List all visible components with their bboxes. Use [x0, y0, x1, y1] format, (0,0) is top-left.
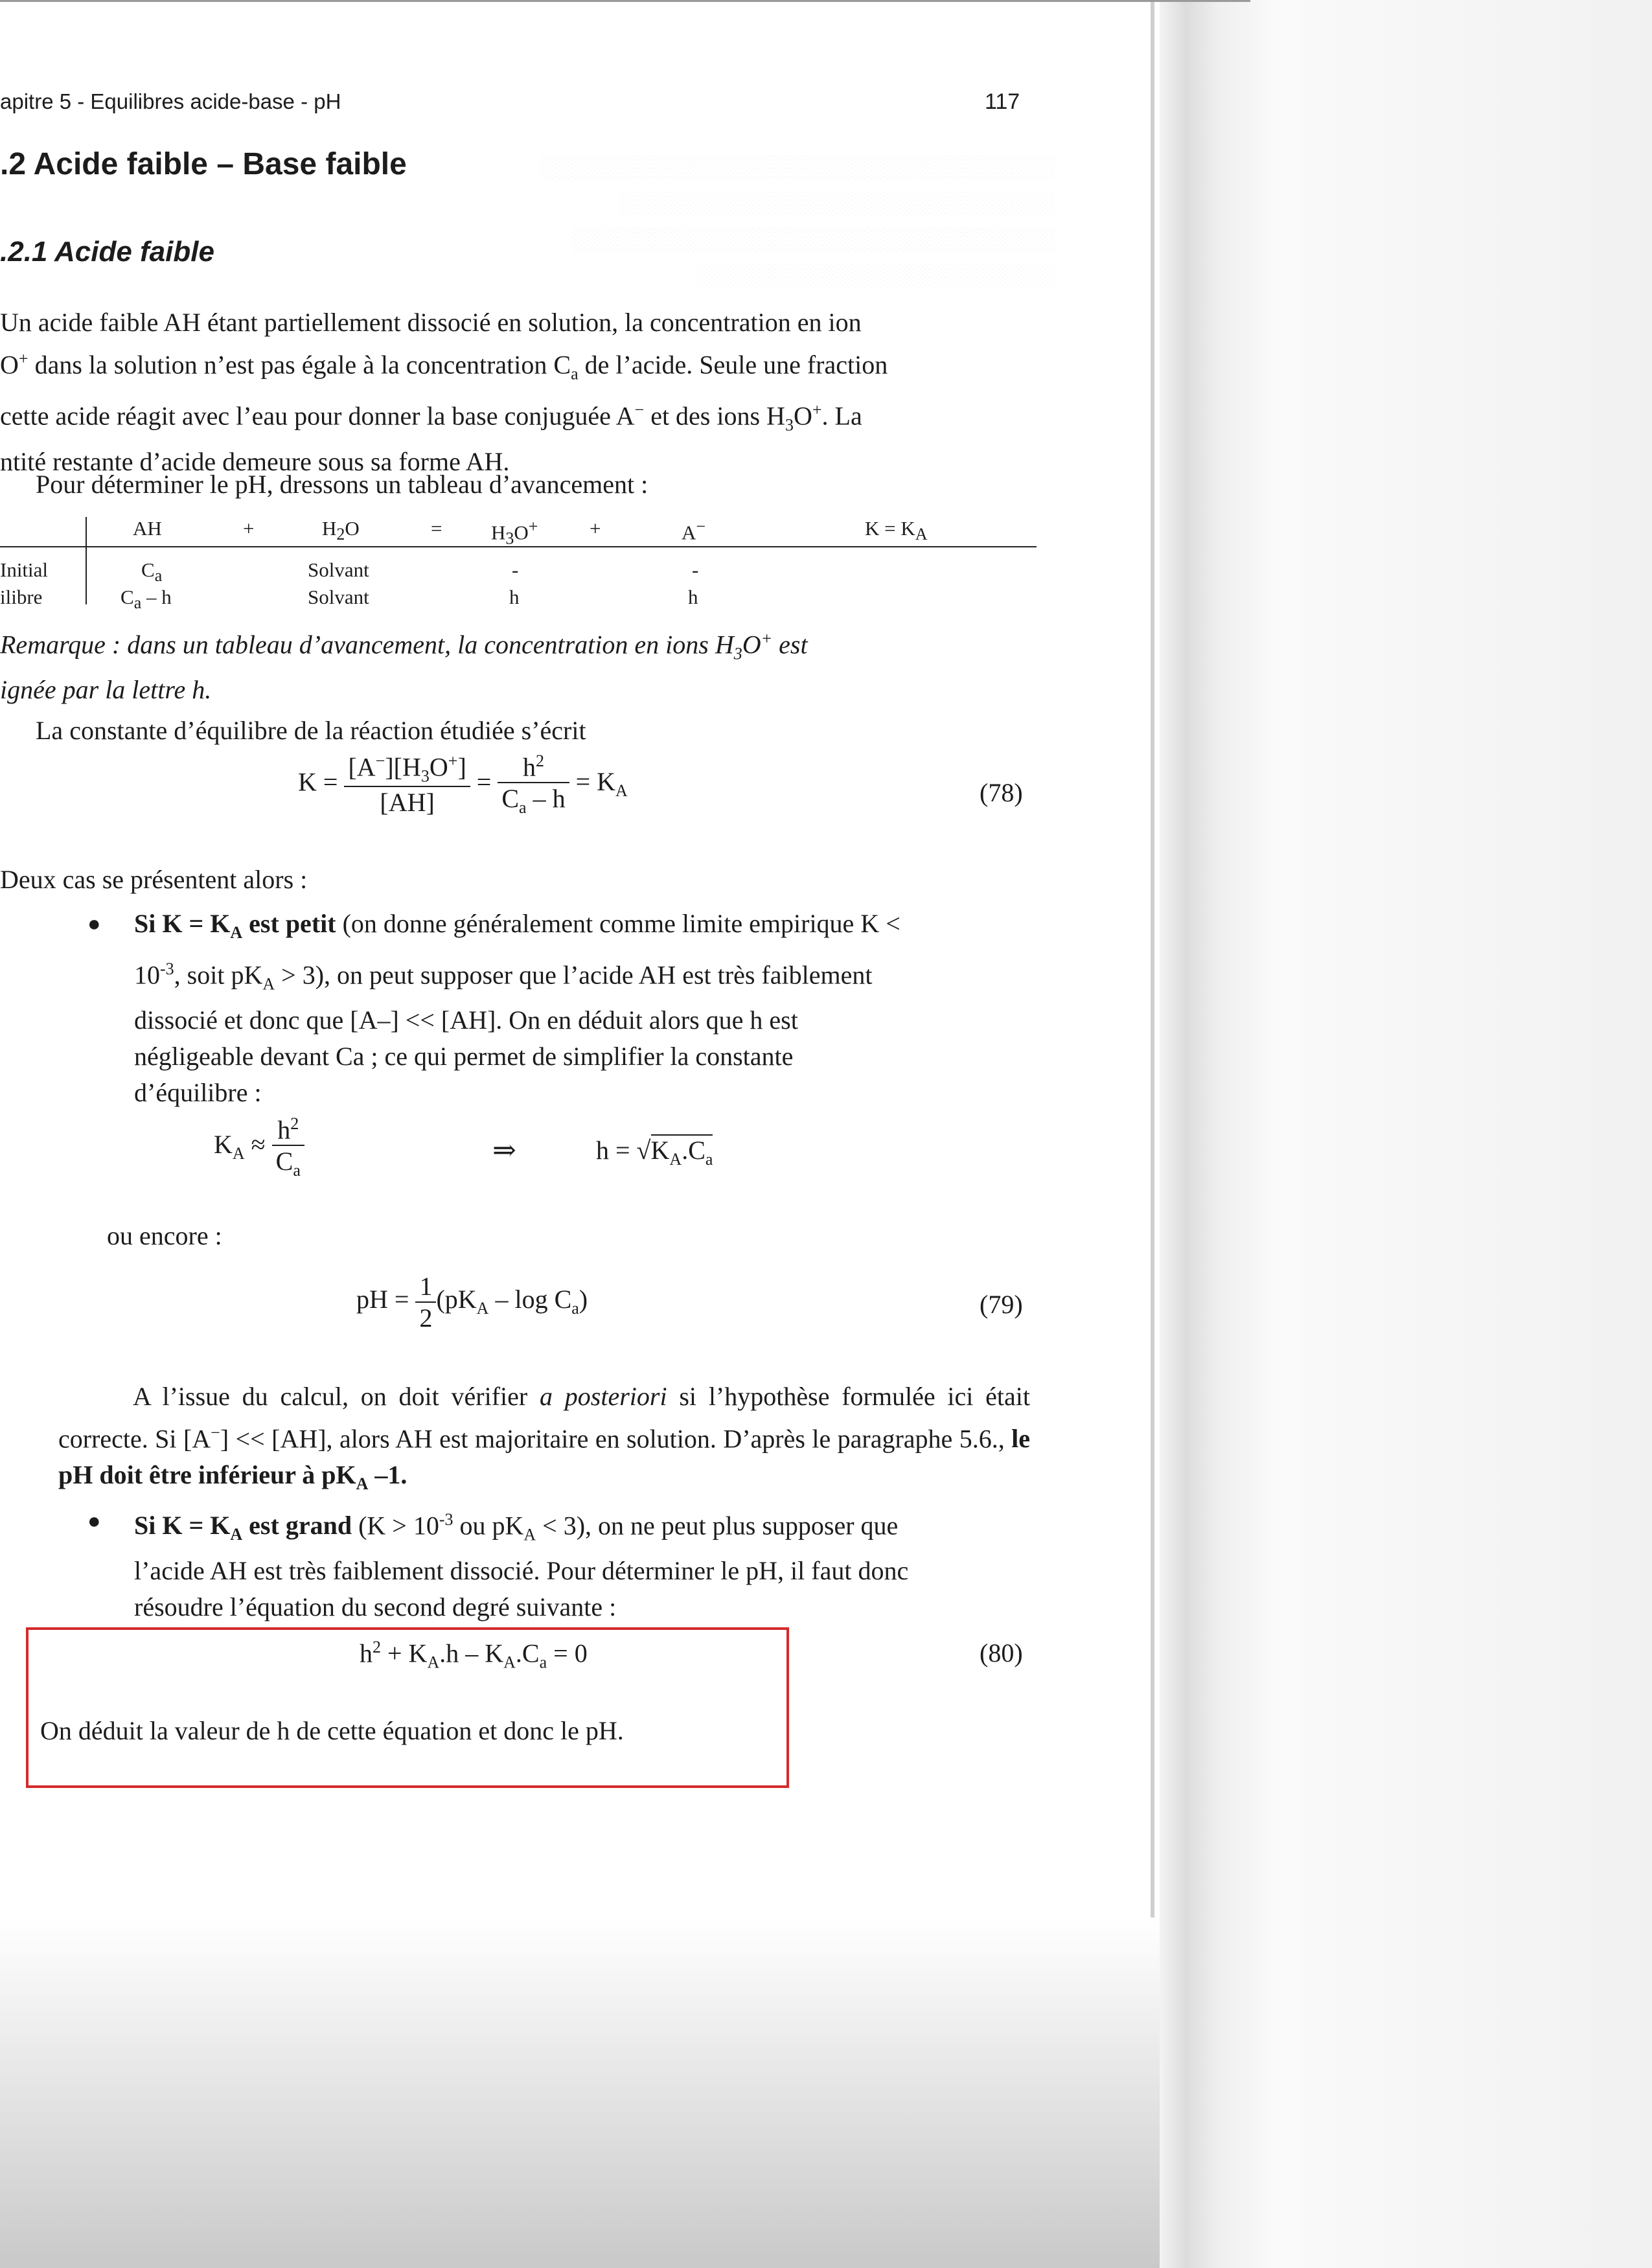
table-head-h2o: $H_2O$ [322, 517, 360, 544]
cell-eq-ah: $C_a$ – h [120, 586, 172, 613]
equation-number-80: (80) [980, 1638, 1023, 1667]
bottom-shadow [0, 1918, 1160, 2268]
table-head-a: A− [682, 517, 706, 544]
equation-number-78: (78) [980, 778, 1023, 807]
bleed-through-texture: ░░░░░░░░░░░░░░░░░░░░░░░░░░░░░░░░░ ░░░░░░░░░░░░░░░░░░░░░░░░░░░░ ░░░░░░░░░░░░░░░░░░░░░░░░░░░░░░░ ░░░░░░░░░░░░░░░░░░░░░░░ [541, 155, 1056, 288]
case-large-k: Si $K = K_A$ est grand ($K > 10^{-3}$ ou $pK_A < 3$), on ne peut plus supposer que l’acide AH est très faiblement dissocié. Pour déterminer le pH, il faut donc résoudre l’équation du second degré suivante : [134, 1510, 909, 1622]
row-label-initial: Initial [0, 558, 49, 581]
cell-eq-a: h [688, 586, 698, 608]
table-head-plus2: + [590, 517, 601, 540]
cell-initial-a: - [692, 558, 699, 581]
equation-80: $h^2 + K_A.h - K_A.C_a = 0$ [360, 1638, 588, 1672]
equation-78: K = $\frac{[A^-][H_3O^+]}{[AH]}$ = $\frac{h^2}{C_a - h}$ = $K_A$ [298, 751, 628, 818]
page-number: 117 [985, 89, 1020, 114]
row-label-equilibre: ilibre [0, 586, 43, 608]
case-small-k: Si $K = K_A$ est petit (on donne généralement comme limite empirique K < $10^{-3}$, soit $pK_A > 3$), on peut supposer que l’acide AH est très faiblement dissocié et donc que [A–] << [AH]. On en déduit alors que h est négligeable devant Ca ; ce qui permet de simplifier la constante d’équilibre : [134, 909, 901, 1108]
equation-79: pH = $\frac{1}{2}$ ($pK_A$ – $\log C_a$) [356, 1272, 588, 1333]
top-rule [0, 0, 1250, 2]
book-edge-shading [1160, 0, 1652, 2268]
fraction-h: $\frac{h^2}{C_a - h}$ [498, 751, 569, 818]
table-head-equals: = [431, 517, 442, 540]
bullet-icon: ● [87, 1509, 101, 1533]
remark: Remarque : dans un tableau d’avancement, la concentration en ions $H_3O^+$ est ignée par la lettre h. [0, 629, 808, 705]
bullet-icon: ● [87, 912, 101, 936]
a-posteriori-paragraph: A l’issue du calcul, on doit vérifier a posteriori si l’hypothèse formulée ici était correcte. Si [A−] << [AH], alors AH est majoritaire en solution. D’après le paragraphe 5.6., le pH doit être inférieur à $pK_A$ –1. [58, 1382, 1031, 1494]
table-head-ah: AH [133, 517, 162, 540]
intro-paragraph: Un acide faible AH étant partiellement dissocié en solution, la concentration en ion O+ dans la solution n’est pas égale à la concentration $C_a$ de l’acide. Seule une fraction cette acide réagit avec l’eau pour donner la base conjuguée A− et des ions $H_3O^+$. La ntité restante d’acide demeure sous sa forme AH. [0, 308, 888, 476]
running-header: apitre 5 - Equilibres acide-base - pH [0, 89, 341, 113]
subsection-title: .2.1 Acide faible [0, 236, 214, 268]
table-head-k: $K = K_A$ [865, 517, 928, 544]
cell-initial-ah: $C_a$ [141, 558, 163, 586]
table-head-h3o: $H_3O^+$ [491, 517, 538, 548]
reaction-table [0, 517, 1037, 613]
cell-eq-h3o: h [509, 586, 520, 608]
equation-number-79: (79) [980, 1290, 1023, 1319]
fraction-concentrations: $\frac{[A^-][H_3O^+]}{[AH]}$ [344, 751, 470, 818]
cell-initial-h2o: Solvant [308, 558, 369, 581]
two-cases-intro: Deux cas se présentent alors : [0, 865, 308, 894]
table-head-plus: + [243, 517, 255, 540]
table-intro: Pour déterminer le pH, dressons un tableau d’avancement : [36, 470, 648, 499]
conclusion-text: On déduit la valeur de h de cette équation et donc le pH. [40, 1716, 624, 1745]
section-title: .2 Acide faible – Base faible [0, 147, 407, 181]
cell-eq-h2o: Solvant [308, 586, 369, 608]
equation-ka-approx: $K_A$ ≈ $\frac{h^2}{C_a}$ [214, 1114, 304, 1180]
constant-intro: La constante d’équilibre de la réaction étudiée s’écrit [36, 716, 586, 745]
implies-arrow: ⇒ [492, 1134, 516, 1166]
cell-initial-h3o: - [512, 558, 519, 581]
ou-encore: ou encore : [107, 1221, 222, 1250]
equation-h-sqrt: $h = √K_A.C_a$ [596, 1136, 713, 1169]
table-vertical-rule [86, 517, 87, 604]
